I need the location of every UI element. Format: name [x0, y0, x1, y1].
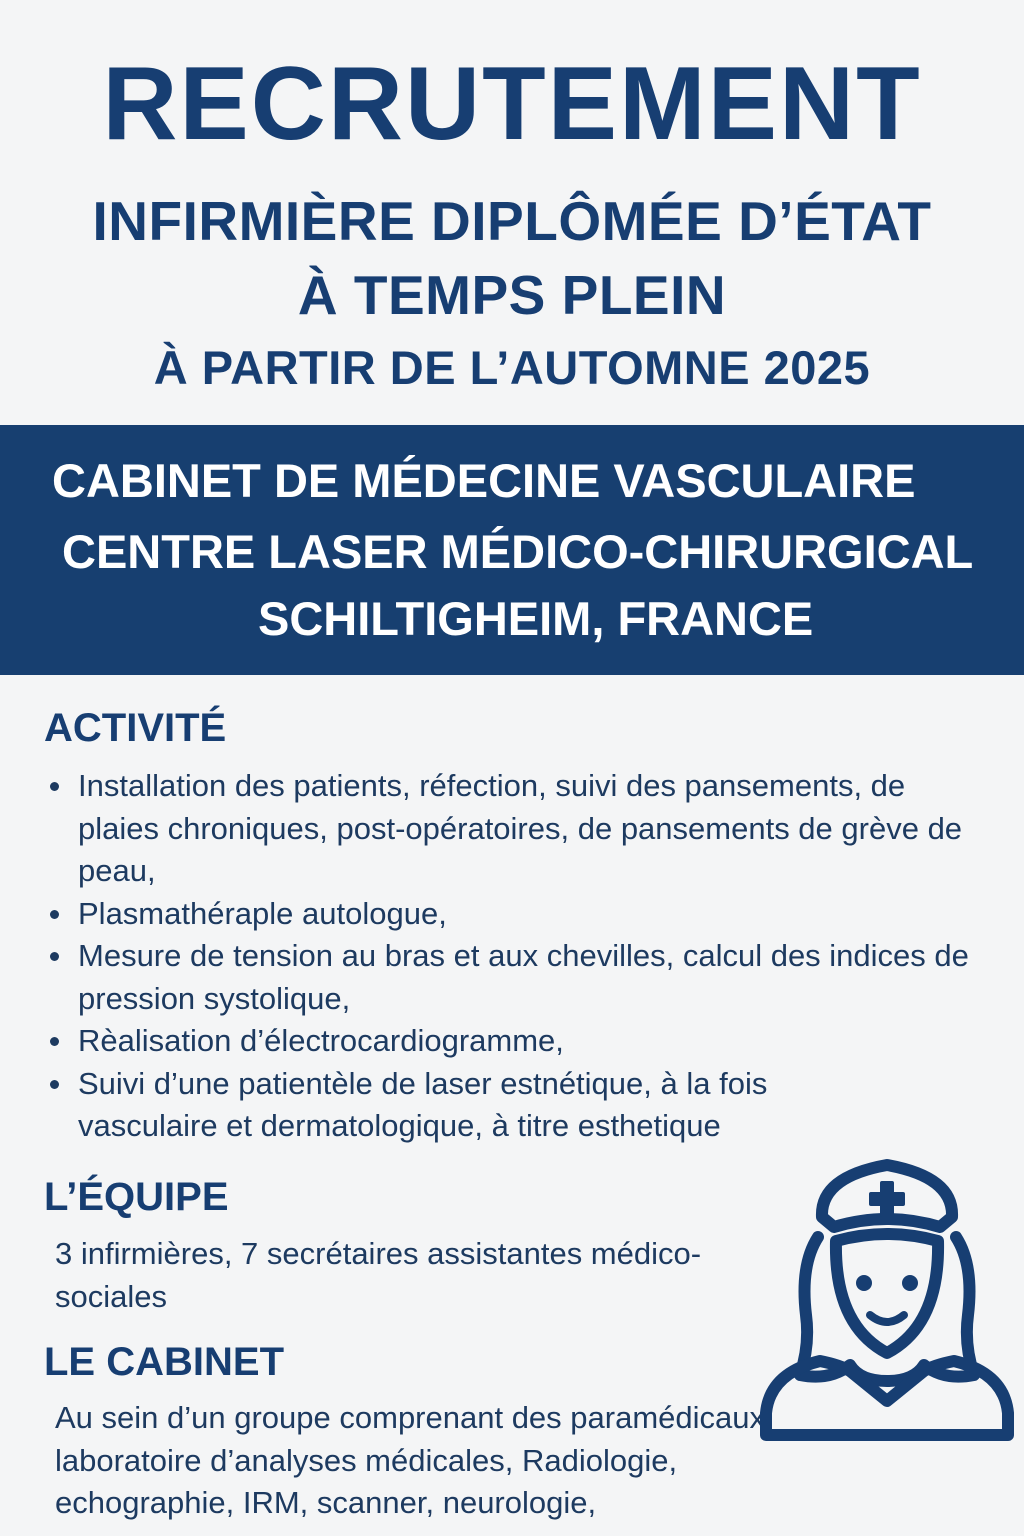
list-item-text: Installation des patients, réfection, suivi des pansements, de plaies chroniques, post-opératoires, de pansements de grève de peau,: [78, 768, 963, 888]
employer-center: CENTRE LASER MÉDICO-CHIRURGICAL: [62, 525, 974, 578]
start-date: À PARTIR DE L’AUTOMNE 2025: [153, 341, 871, 394]
bullet-icon: [50, 952, 59, 961]
activite-list: [44, 765, 994, 1148]
activite-heading: ACTIVITÉ: [44, 706, 227, 750]
job-title-line2: À TEMPS PLEIN: [297, 264, 727, 326]
equipe-text: 3 infirmières, 7 secrétaires assistantes médico-sociales: [55, 1236, 702, 1314]
list-item-text: Suivi d’une patientèle de laser estnétique, à la fois vasculaire et dermatologique, à titre esthetique: [78, 1065, 768, 1143]
list-item-text: Rèalisation d’électrocardiogramme,: [78, 1023, 564, 1058]
page-title: RECRUTEMENT: [102, 46, 922, 162]
list-item: [44, 1020, 994, 1063]
cabinet-heading: LE CABINET: [44, 1340, 284, 1384]
bullet-icon: [50, 1037, 59, 1046]
employer-banner: [0, 425, 1024, 675]
list-item-text: Mesure de tension au bras et aux chevilles, calcul des indices de pression systolique,: [78, 938, 969, 1016]
list-item-text: Plasmathéraple autologue,: [78, 895, 447, 931]
list-item: [44, 893, 994, 936]
header: [0, 0, 1024, 425]
list-item: [44, 935, 994, 1020]
list-item: [44, 765, 994, 893]
list-item: [44, 1063, 994, 1148]
bullet-icon: [50, 782, 59, 791]
bullet-icon: [50, 1080, 59, 1089]
nurse-icon: [760, 1155, 1015, 1445]
cabinet-text: Au sein d’un groupe comprenant des paramédicaux, laboratoire d’analyses médicales, Radiologie, echographie, IRM, scanner, neurologie,: [55, 1400, 774, 1520]
job-title-line1: INFIRMIÈRE DIPLÔMÉE D’ÉTAT: [92, 190, 932, 252]
bullet-icon: [50, 910, 59, 919]
employer-name: CABINET DE MÉDECINE VASCULAIRE: [52, 454, 916, 507]
equipe-heading: L’ÉQUIPE: [44, 1175, 229, 1219]
employer-location: SCHILTIGHEIM, FRANCE: [258, 592, 814, 645]
